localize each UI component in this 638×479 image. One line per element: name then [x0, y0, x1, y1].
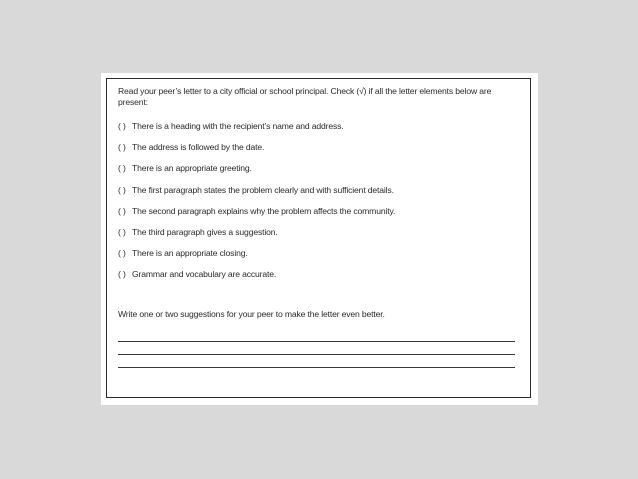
checkbox-marker[interactable]: ( )	[118, 248, 126, 259]
checklist-item-text: The address is followed by the date.	[132, 142, 265, 153]
checklist-item-text: Grammar and vocabulary are accurate.	[132, 269, 277, 280]
checkbox-marker[interactable]: ( )	[118, 269, 126, 280]
checkbox-marker[interactable]: ( )	[118, 226, 126, 237]
checkbox-marker[interactable]: ( )	[118, 163, 126, 174]
checklist-item-text: The second paragraph explains why the problem affects the community.	[132, 205, 396, 216]
checklist-item	[118, 269, 395, 290]
checkbox-marker[interactable]: ( )	[118, 184, 126, 195]
checkbox-marker[interactable]: ( )	[118, 142, 126, 153]
checklist-item-text: There is a heading with the recipient’s name and address.	[132, 121, 344, 131]
checklist-item-text: There is an appropriate closing.	[132, 248, 248, 259]
peer-review-checklist	[118, 121, 395, 291]
instructions-text: Read your peer’s letter to a city official or school principal. Check (√) if all the letter elements below are present:	[118, 86, 492, 107]
checklist-item	[118, 248, 395, 269]
checklist-item	[118, 163, 395, 184]
worksheet	[101, 73, 538, 405]
checkbox-marker[interactable]: ( )	[118, 121, 126, 131]
answer-line[interactable]	[118, 354, 515, 355]
answer-line[interactable]	[118, 341, 515, 342]
checkbox-marker[interactable]: ( )	[118, 205, 126, 216]
checklist-item-text: The third paragraph gives a suggestion.	[132, 226, 278, 237]
checklist-item	[118, 227, 395, 248]
checklist-item	[118, 121, 395, 142]
checklist-item	[118, 185, 395, 206]
answer-line[interactable]	[118, 367, 515, 368]
checklist-item	[118, 142, 395, 163]
checklist-item-text: The first paragraph states the problem clearly and with sufficient details.	[132, 184, 394, 195]
suggestions-prompt: Write one or two suggestions for your peer to make the letter even better.	[118, 309, 385, 319]
checklist-item-text: There is an appropriate greeting.	[132, 163, 252, 174]
checklist-item	[118, 206, 395, 227]
